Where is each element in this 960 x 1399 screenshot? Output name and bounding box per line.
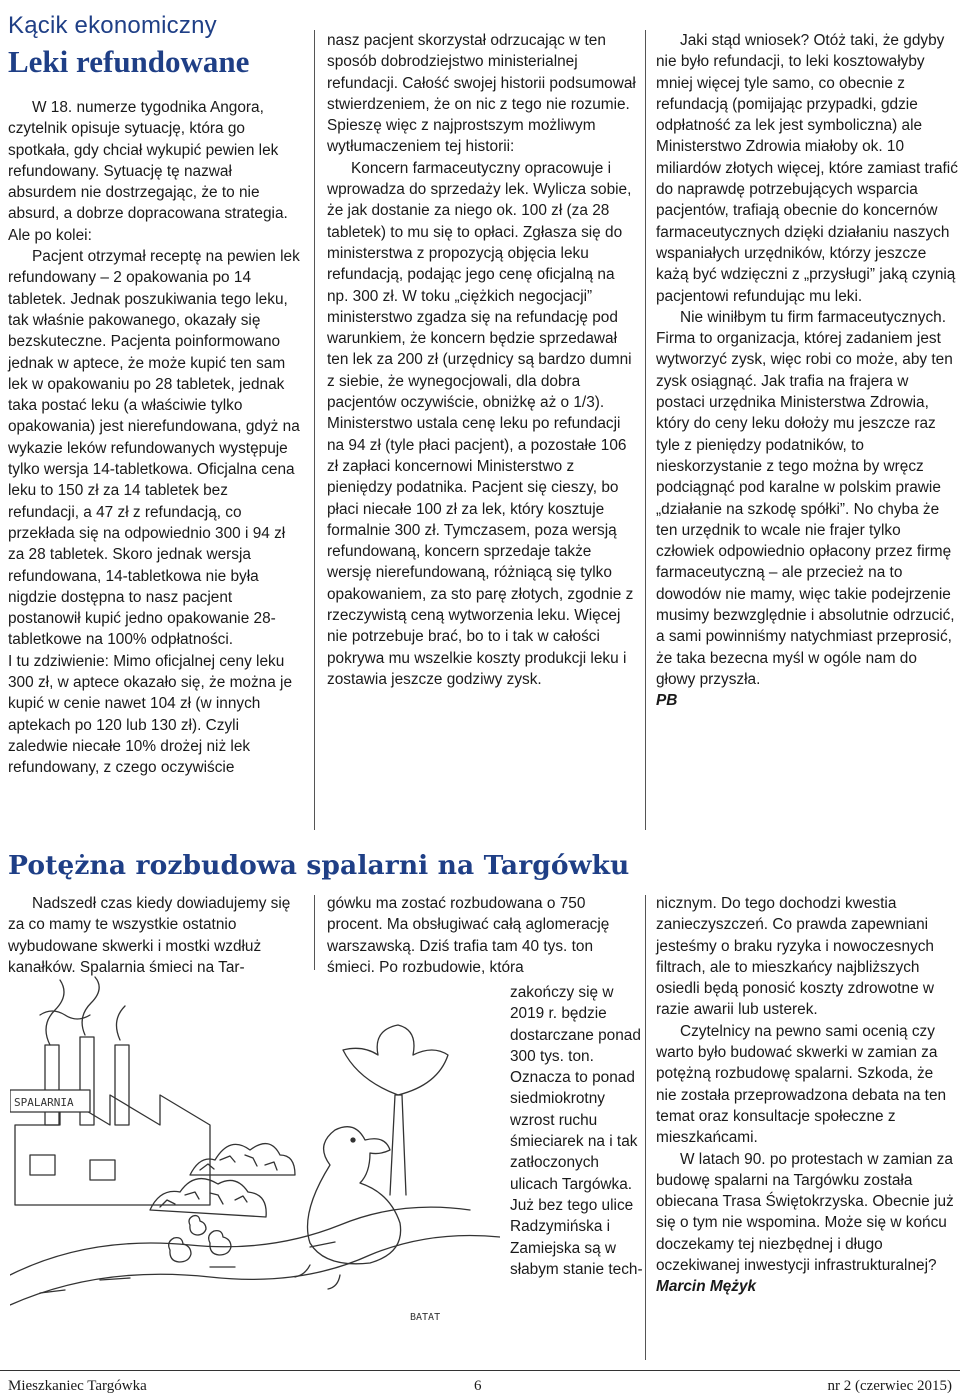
article-column-1 xyxy=(8,97,302,779)
paragraph: I tu zdziwienie: Mimo oficjalnej ceny leku 300 zł, w aptece okazało się, że można je kupić w cenie nawet 104 zł (w innych aptekach po 120 lub 130 zł). Czyli zaledwie niecałe 10% drożej niż lek refundowany, z czego oczywiście xyxy=(8,652,293,777)
column-divider xyxy=(314,895,315,970)
paragraph: nicznym. Do tego dochodzi kwestia zanieczyszczeń. Co prawda zapewniani jesteśmy o braku ryzyka i nowoczesnych filtrach, ale to mieszkańcy najbliższych osiedli będą ponosić koszty zdrowotne w razie awarii lub usterek. xyxy=(656,895,935,1019)
article-headline: Leki refundowane xyxy=(8,44,250,79)
cartoon-sign-text: SPALARNIA xyxy=(14,1096,74,1109)
paragraph: Nadszedł czas kiedy dowiadujemy się za co mamy te wszystkie ostatnio wybudowane skwerki i mostki wzdłuż kanałków. Spalarnia śmieci na Tar- xyxy=(8,895,291,976)
paragraph: Koncern farmaceutyczny opracowuje i wprowadza do sprzedaży lek. Wylicza sobie, że jak dostanie za niego ok. 100 zł (za 28 tabletek) to mu się to opłaci. Zgłasza się do ministerstwa z propozycją objęcia leku refundacją, podając jego cenę oficjalną na np. 300 zł. W toku „ciężkich negocjacji” ministerstwo zgadza się na refundację pod warunkiem, że koncern będzie sprzedawał ten lek za 200 zł (urzędnicy są bardzo dumni z siebie, że wynegocjowali, dla dobra pacjentów oczywiście, obniżkę aż o 1/3). Ministerstwo ustala cenę leku po refundacji na 94 zł (tyle płaci pacjent), a pozostałe 106 zł zapłaci koncernowi Ministerstwo z pieniędzy podatnika. Pacjent się cieszy, bo płaci niecałe 100 zł za lek, który kosztuje formalnie 300 zł. Tymczasem, poza wersją refundowaną, koncern sprzedaje także wersję nierefundowaną, różniącą się tylko opakowaniem, za sto parę złotych, zgodnie z rzeczywistą ceną wytworzenia leku. Więcej nie potrzebuje brać, bo to i tak w całości pokrywa mu wszelkie koszty produkcji leku i zostawia jeszcze godziwy zysk. xyxy=(327,159,634,688)
author-signature: Marcin Mężyk xyxy=(656,1278,757,1296)
paragraph: zakończy się w 2019 r. będzie dostarczane ponad 300 tys. ton. Oznacza to ponad siedmiokrotny wzrost ruchu śmieciarek na i tak zatłoczonych ulicach Targówka. Już bez tego ulice Radzymińska i Zamiejska są w słabym stanie tech- xyxy=(510,984,643,1278)
article-column-2-wrap xyxy=(510,982,645,1280)
cartoon-illustration xyxy=(10,975,500,1345)
publication-name: Mieszkaniec Targówka xyxy=(8,1378,147,1394)
column-divider xyxy=(645,895,646,1360)
article-column-2 xyxy=(327,30,637,690)
footer-rule xyxy=(0,1370,960,1371)
paragraph: gówku ma zostać rozbudowana o 750 procent. Ma obsługiwać całą aglomerację warszawską. Dziś trafia tam 40 tys. ton śmieci. Po rozbudowie, która xyxy=(327,895,610,976)
paragraph: nasz pacjent skorzystał odrzucając w ten sposób dobrodziejstwo ministerialnej refundacji. Całość swojej historii podsumował stwierdzeniem, że on nic z tego nie rozumie. Spieszę więc z najprostszym możliwym wytłumaczeniem tej historii: xyxy=(327,32,636,156)
article-column-3 xyxy=(656,30,958,712)
cartoon-artist-signature: BATAT xyxy=(410,1312,441,1323)
paragraph: Nie winiłbym tu firm farmaceutycznych. Firma to organizacja, której zadaniem jest wytworzyć zysk, więc robi co może, aby ten zysk osiągnąć. Jak trafia na frajera w postaci urzędnika Ministerstwa Zdrowia, który do ceny leku dołoży mu jeszcze raz tyle z pieniędzy podatników, to nieskorzystanie z tego można by wręcz podciągnąć pod karalne w polskim prawie „działanie na szkodę spółki”. No chyba że ten urzędnik to wcale nie frajer tylko człowiek odpowiednio opłacony przez firmę farmaceutyczną – ale przecież na to dowodów nie mamy, więc takie podejrzenie musimy bezwzględnie i absolutnie odrzucić, a sami powinniśmy natychmiast przeprosić, że taka bezecna myśl w ogóle nam do głowy przyszła. xyxy=(656,308,955,688)
paragraph: Pacjent otrzymał receptę na pewien lek refundowany – 2 opakowania po 14 tabletek. Jednak poszukiwania tego leku, tak właśnie pakowanego, okazały się bezskuteczne. Pacjenta poinformowano jednak w aptece, że może kupić ten sam lek w opakowaniu po 28 tabletek, jednak taka postać leku (a właściwie tylko opakowania) jest nierefundowana, gdyż na wykazie leków refundowanych występuje tylko wersja 14-tabletkowa. Oficjalna cena leku to 150 zł za 14 tabletek bez refundacji, a 47 zł z refundacją, co przekłada się na odpowiednio 300 i 94 zł za 28 tabletek. Skoro jednak wersja refundowana, 14-tabletkowa nie była nigdzie dostępna to nasz pacjent postanowił kupić jedno opakowanie 28-tabletkowe na 100% odpłatności. xyxy=(8,248,300,649)
page-number: 6 xyxy=(474,1378,482,1394)
paragraph: W latach 90. po protestach w zamian za budowę spalarni na Targówku została obiecana Trasa Świętokrzyska. Obecnie już się o tym nie wspomina. Może się w końcu doczekamy tej niezbędnej i długo oczekiwanej inwestycji infrastrukturalnej? xyxy=(656,1150,954,1275)
issue-info: nr 2 (czerwiec 2015) xyxy=(827,1378,952,1394)
paragraph: W 18. numerze tygodnika Angora, czytelnik opisuje sytuację, która go spotkała, gdy chciał wykupić pewien lek refundowany. Sytuację tę nazwał absurdem nie dostrzegając, że to nie absurd, a dobrze dopracowana strategia. Ale po kolei: xyxy=(8,99,288,244)
page-footer xyxy=(0,1374,960,1398)
article-headline: Potężna rozbudowa spalarni na Targówku xyxy=(8,850,630,881)
paragraph: Czytelnicy na pewno sami ocenią czy warto było budować skwerki w zamian za potężną rozbudowę spalarni. Szkoda, że nie została przeprowadzona debata na ten temat oraz konsultacje społeczne z mieszkańcami. xyxy=(656,1022,947,1147)
article-column-2 xyxy=(327,893,637,978)
column-divider xyxy=(314,30,315,830)
author-signature: PB xyxy=(656,692,678,710)
column-divider xyxy=(645,30,646,830)
article-column-1 xyxy=(8,893,308,978)
article-column-3 xyxy=(656,893,958,1298)
section-kicker: Kącik ekonomiczny xyxy=(8,12,217,39)
paragraph: Jaki stąd wniosek? Otóż taki, że gdyby nie było refundacji, to leki kosztowałyby mniej więcej tyle samo, co obecnie z refundacją (pomijając przypadki, gdzie odpłatność za lek jest symboliczna) ale Ministerstwo Zdrowia miałoby ok. 10 miliardów złotych więcej, które zamiast trafić do naprawdę potrzebujących wsparcia pacjentów, trafiają obecnie do koncernów farmaceutycznych dzięki działaniu naszych wspaniałych urzędników, którzy jeszcze każą być wdzięczni z „przysługi” jaką czynią pacjentowi refundując mu leki. xyxy=(656,32,958,305)
